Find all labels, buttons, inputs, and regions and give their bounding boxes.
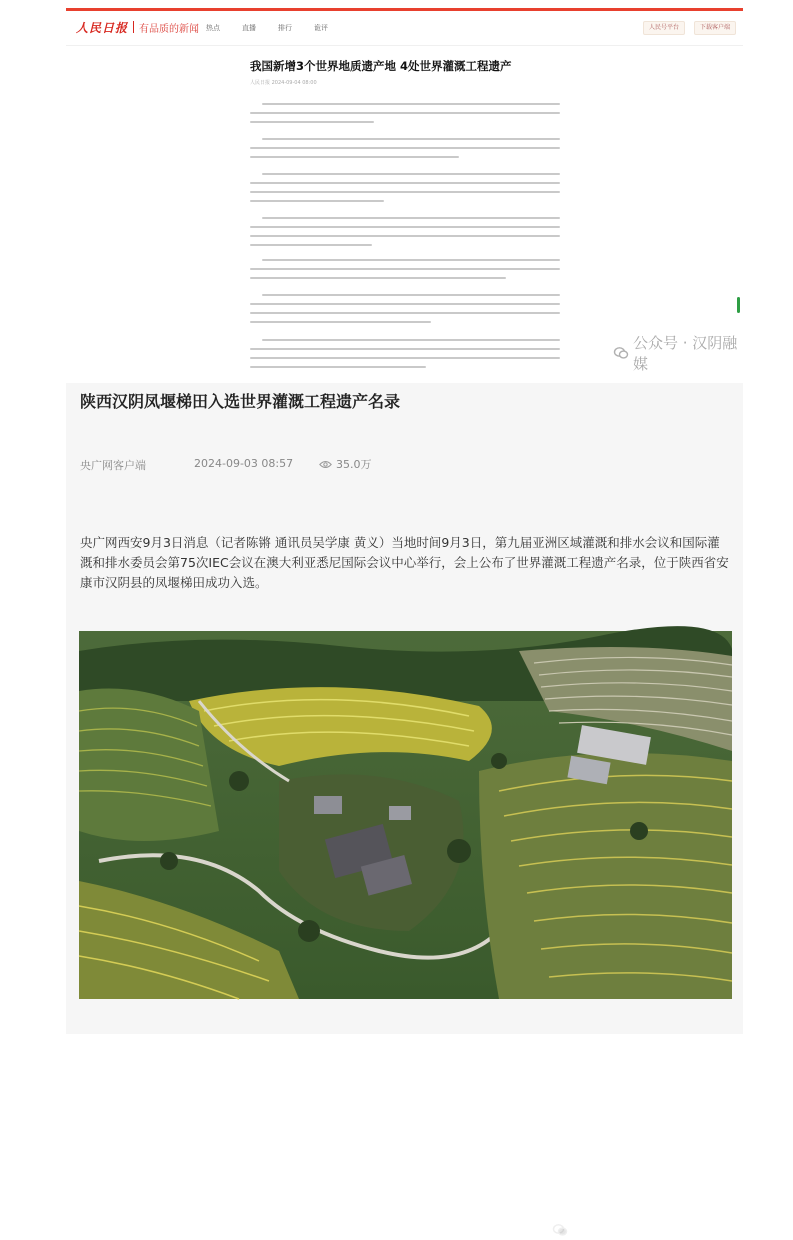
text-line (250, 357, 560, 359)
views-count: 35.0万 (336, 458, 372, 471)
site-header (66, 11, 743, 46)
embedded-article-screenshot (66, 8, 743, 383)
wechat-watermark-icon (553, 1223, 567, 1237)
nav-item-review[interactable]: 诡评 (314, 24, 328, 32)
text-line (262, 138, 560, 140)
text-line (250, 312, 560, 314)
text-line (262, 259, 560, 261)
text-line (262, 217, 560, 219)
text-line (250, 147, 560, 149)
logo-slogan: 有品质的新闻 (139, 23, 200, 35)
wechat-watermark-icon (614, 346, 628, 360)
text-line (250, 321, 431, 323)
watermark (614, 332, 743, 374)
article2-body: 央广网西安9月3日消息（记者陈锵 通讯员吴学康 黄义）当地时间9月3日，第九届亚洲区域灌溉和排水会议和国际灌溉和排水委员会第75次IEC会议在澳大利亚悉尼国际会议中心举行，会上公布了世界灌溉工程遗产名录，位于陕西省安康市汉阴县的凤堰梯田成功入选。 (80, 535, 729, 590)
article1-title: 我国新增3个世界地质遗产地 4处世界灌溉工程遗产 (250, 59, 512, 73)
text-line (250, 303, 560, 305)
watermark-text: 公众号 · 汉阴融媒 (633, 334, 738, 373)
nav-item-rank[interactable]: 排行 (278, 24, 292, 32)
text-line (250, 200, 384, 202)
photo-watermark-text: 公众号 · 汉阴融媒 (572, 1221, 692, 1239)
article1-meta: 人民日报 2024-09-04 08:00 (250, 80, 317, 86)
eye-icon (319, 460, 332, 469)
article2-title: 陕西汉阴凤堰梯田入选世界灌溉工程遗产名录 (80, 392, 401, 411)
site-logo[interactable] (76, 18, 199, 36)
text-line (250, 191, 560, 193)
article2-source[interactable]: 央广网客户端 (80, 459, 146, 472)
text-line (250, 156, 459, 158)
terraced-fields-image (79, 631, 732, 999)
article2-card (66, 383, 743, 1239)
text-line (262, 294, 560, 296)
text-line (250, 277, 506, 279)
nav-links (206, 23, 328, 33)
scrollbar-thumb[interactable] (737, 297, 740, 313)
text-line (250, 268, 560, 270)
logo-divider (133, 21, 134, 33)
text-line (250, 121, 374, 123)
text-line (250, 112, 560, 114)
article2-views (319, 456, 372, 472)
platform-button[interactable]: 人民号平台 (643, 21, 685, 35)
text-line (250, 366, 426, 368)
text-line (250, 182, 560, 184)
text-line (250, 235, 560, 237)
nav-item-live[interactable]: 直播 (242, 24, 256, 32)
text-line (250, 226, 560, 228)
text-line (250, 244, 372, 246)
terraced-fields-photo[interactable] (79, 631, 732, 1239)
download-app-button[interactable]: 下载客户端 (694, 21, 736, 35)
logo-text: 人民日报 (76, 20, 129, 35)
text-line (262, 339, 560, 341)
text-line (262, 103, 560, 105)
text-line (262, 173, 560, 175)
text-line (250, 348, 560, 350)
nav-item-hot[interactable]: 热点 (206, 24, 220, 32)
article2-date: 2024-09-03 08:57 (194, 457, 294, 470)
photo-watermark (553, 1219, 691, 1240)
